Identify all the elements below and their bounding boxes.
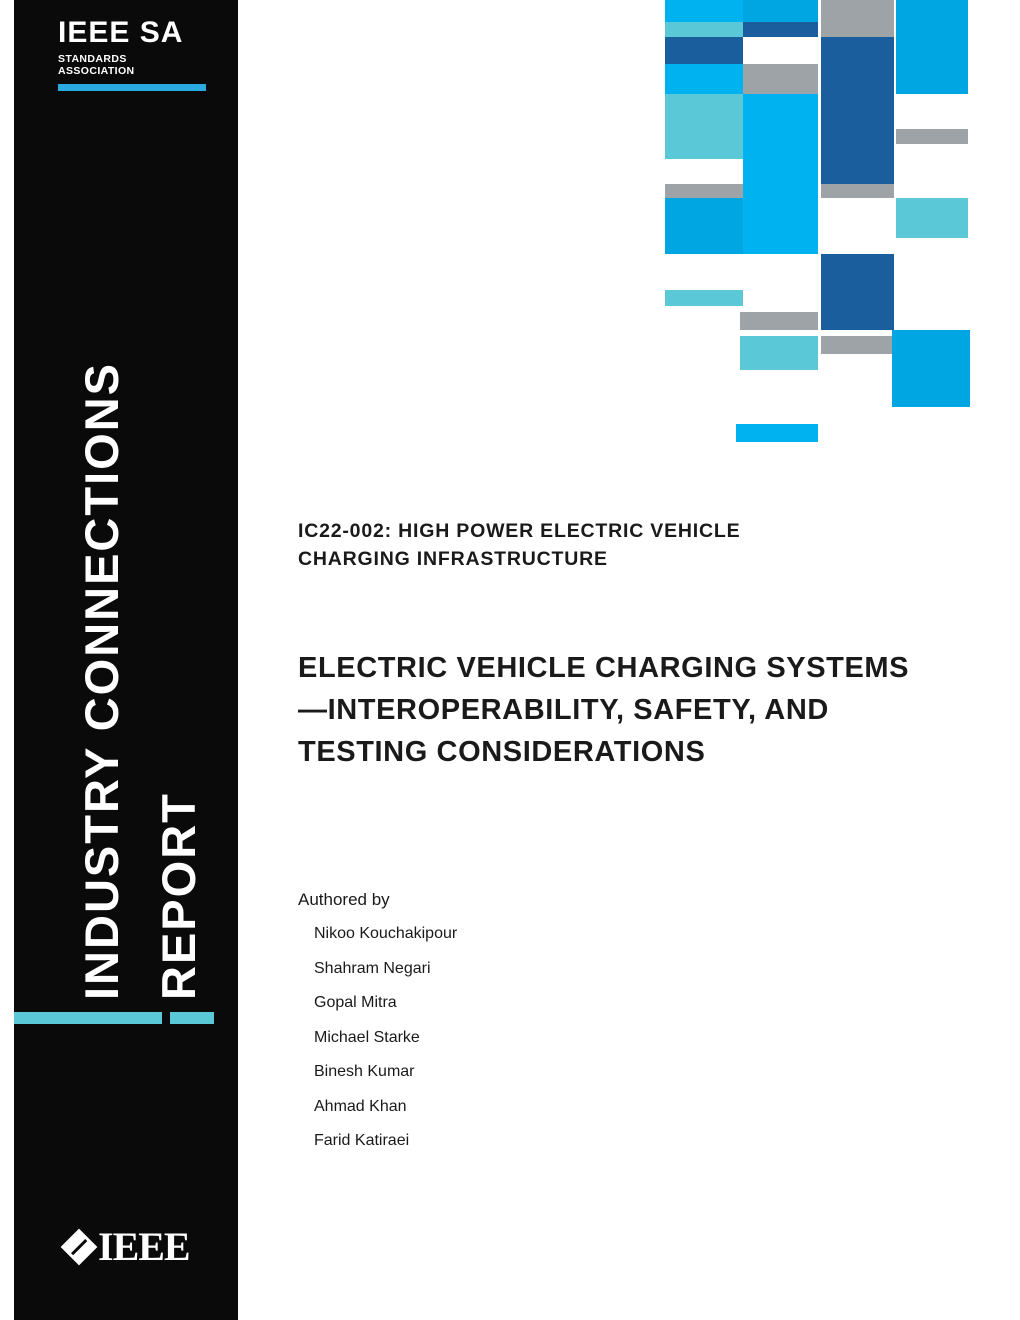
- author-name: Ahmad Khan: [314, 1097, 407, 1115]
- mosaic-tile: [665, 159, 743, 184]
- mosaic-tile: [665, 64, 743, 94]
- mosaic-tile: [821, 254, 894, 290]
- author-name: Farid Katiraei: [314, 1132, 410, 1149]
- mosaic-tile: [896, 129, 968, 144]
- sidebar: [14, 0, 238, 1320]
- mosaic-tile: [896, 144, 968, 184]
- accent-bar-short: [170, 1012, 214, 1024]
- mosaic-tile: [896, 0, 968, 22]
- author-name: Binesh Kumar: [314, 1063, 415, 1080]
- mosaic-tile: [743, 22, 818, 37]
- ieee-logo: [66, 1223, 190, 1270]
- document-subtitle: IC22-002: HIGH POWER ELECTRIC VEHICLE CHARGING INFRASTRUCTURE: [298, 520, 741, 571]
- mosaic-tile: [896, 198, 968, 238]
- mosaic-tile: [821, 94, 894, 159]
- mosaic-tile: [821, 184, 894, 198]
- report-series-title-line1: INDUSTRY CONNECTIONS: [75, 362, 128, 1000]
- mosaic-tile: [665, 254, 743, 290]
- author-name: Michael Starke: [314, 1028, 420, 1046]
- report-series-title: [14, 0, 238, 1030]
- mosaic-tile: [743, 94, 818, 159]
- mosaic-tile: [821, 22, 894, 37]
- mosaic-tile: [896, 64, 968, 94]
- mosaic-tile: [896, 94, 968, 129]
- mosaic-tile: [743, 0, 818, 22]
- ieee-sa-logo-primary: IEEE SA: [58, 16, 184, 49]
- mosaic-tile: [743, 254, 818, 290]
- mosaic-tile: [821, 336, 894, 354]
- mosaic-tile: [665, 22, 743, 37]
- mosaic-tile: [740, 336, 818, 370]
- mosaic-tile: [743, 184, 818, 198]
- mosaic-tile: [740, 312, 818, 330]
- ieee-logo-text: IEEE: [98, 1224, 190, 1269]
- mosaic-tile: [743, 37, 818, 64]
- mosaic-tile: [892, 330, 970, 407]
- mosaic-tile: [743, 64, 818, 94]
- author-name: Shahram Negari: [314, 959, 431, 977]
- mosaic-tile: [821, 64, 894, 94]
- mosaic-tile: [736, 424, 818, 442]
- author-name: Gopal Mitra: [314, 994, 397, 1011]
- authored-by-label: Authored by: [298, 890, 390, 909]
- mosaic-tile: [665, 198, 743, 254]
- ieee-sa-logo-association: ASSOCIATION: [58, 65, 135, 78]
- author-name: Nikoo Kouchakipour: [314, 925, 458, 942]
- accent-bars: [14, 1012, 238, 1026]
- mosaic-tile: [821, 159, 894, 184]
- report-series-title-line2: REPORT: [152, 792, 205, 1000]
- page-title: ELECTRIC VEHICLE CHARGING SYSTEMS—INTEROPERABILITY, SAFETY, AND TESTING CONSIDERATIONS: [298, 652, 910, 768]
- mosaic-tile: [665, 184, 743, 198]
- accent-bar-long: [14, 1012, 162, 1024]
- mosaic-tile: [896, 22, 968, 37]
- mosaic-tile: [821, 290, 894, 330]
- mosaic-tile: [821, 37, 894, 64]
- mosaic-tile: [665, 94, 743, 159]
- ieee-diamond-icon: [61, 1228, 98, 1265]
- mosaic-tile: [896, 37, 968, 64]
- mosaic-tile: [665, 0, 743, 22]
- mosaic-tile: [821, 0, 894, 22]
- mosaic-tile: [743, 159, 818, 184]
- mosaic-tile: [665, 37, 743, 64]
- author-list: [314, 926, 734, 1168]
- mosaic-tile: [821, 198, 894, 254]
- mosaic-tile: [743, 198, 818, 254]
- ieee-sa-logo-standards: STANDARDS: [58, 53, 127, 65]
- cover-mosaic-graphic: [640, 0, 1020, 460]
- mosaic-tile: [665, 290, 743, 306]
